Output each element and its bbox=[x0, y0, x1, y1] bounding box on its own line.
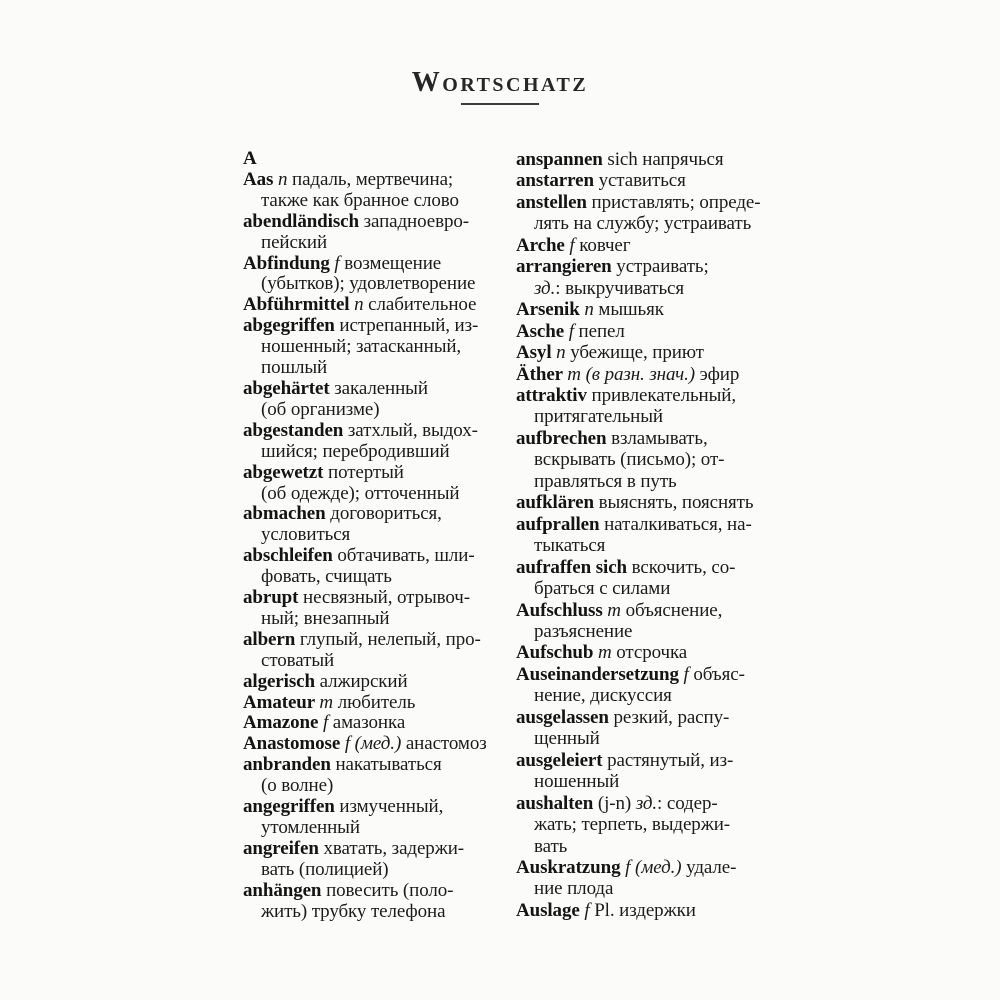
definition-text: растянутый, из- bbox=[607, 749, 734, 771]
definition-text: условиться bbox=[261, 524, 351, 546]
headword: Arche bbox=[516, 234, 570, 256]
definition-text: потертый bbox=[328, 461, 404, 483]
entry-line bbox=[243, 651, 487, 672]
headword: Abführmittel bbox=[243, 294, 355, 316]
definition-text: ношенный bbox=[534, 771, 620, 793]
entry-line bbox=[516, 170, 761, 191]
grammar-marker: f bbox=[568, 320, 579, 342]
entry-line bbox=[516, 707, 761, 728]
definition-text: повесить (поло- bbox=[326, 879, 454, 901]
entry-line bbox=[516, 428, 761, 449]
definition-text: привлекательный, bbox=[591, 384, 737, 406]
headword: Auslage bbox=[516, 899, 585, 921]
entry-line bbox=[516, 213, 761, 234]
definition-text: жать; терпеть, выдержи- bbox=[534, 814, 731, 836]
headword: algerisch bbox=[243, 670, 320, 692]
headword: anbranden bbox=[243, 754, 336, 776]
definition-text: эфир bbox=[694, 363, 740, 385]
entry-line bbox=[243, 797, 487, 818]
entry-line bbox=[243, 860, 487, 881]
definition-text: пошлый bbox=[261, 357, 328, 379]
entry-line bbox=[243, 567, 487, 588]
definition-text: тыкаться bbox=[534, 535, 606, 557]
headword: aushalten bbox=[516, 792, 598, 814]
entry-line bbox=[516, 342, 761, 363]
entry-line bbox=[243, 504, 487, 525]
grammar-marker: n bbox=[556, 342, 571, 364]
entry-line bbox=[243, 525, 487, 546]
entry-line bbox=[243, 442, 487, 463]
grammar-marker: m bbox=[607, 599, 626, 621]
entry-line bbox=[243, 149, 487, 170]
entry-line bbox=[516, 878, 761, 899]
entry-line bbox=[516, 814, 761, 835]
entry-line bbox=[243, 630, 487, 651]
entry-line bbox=[243, 839, 487, 860]
definition-text: закаленный bbox=[334, 377, 428, 399]
entry-line bbox=[243, 755, 487, 776]
definition-text: утомленный bbox=[261, 817, 360, 838]
entry-line bbox=[243, 233, 487, 254]
grammar-marker: m bbox=[567, 363, 586, 385]
definition-text: также как бранное слово bbox=[261, 189, 459, 211]
headword: abgewetzt bbox=[243, 461, 328, 483]
grammar-marker: m bbox=[319, 691, 338, 713]
definition-text: падаль, мертвечина; bbox=[292, 168, 454, 190]
grammar-marker: n bbox=[354, 294, 369, 316]
entry-line bbox=[516, 406, 761, 427]
definition-text: нение, дискуссия bbox=[534, 685, 672, 707]
headword: ausgelassen bbox=[516, 706, 614, 728]
entry-line bbox=[516, 192, 761, 213]
definition-text: вскрывать (письмо); от- bbox=[534, 449, 725, 471]
definition-text: несвязный, отрывоч- bbox=[303, 587, 470, 609]
definition-text: пепел bbox=[578, 320, 625, 342]
definition-text: ный; внезапный bbox=[261, 607, 390, 629]
entry-line bbox=[243, 358, 487, 379]
definition-text: разъяснение bbox=[534, 620, 633, 642]
definition-text: хватать, задержи- bbox=[323, 837, 465, 859]
headword: ausgeleiert bbox=[516, 749, 608, 771]
entry-line bbox=[243, 588, 487, 609]
definition-text: притягательный bbox=[534, 406, 663, 428]
entry-line bbox=[516, 471, 761, 492]
definition-text: (об организме) bbox=[261, 398, 380, 420]
definition-text: удале- bbox=[681, 856, 737, 878]
definition-text: : выкручиваться bbox=[555, 277, 685, 299]
entry-line bbox=[516, 449, 761, 470]
grammar-marker: (мед.) bbox=[354, 733, 402, 755]
entry-line bbox=[516, 900, 761, 921]
headword: albern bbox=[243, 628, 300, 650]
entry-line bbox=[243, 734, 487, 755]
definition-text: пейский bbox=[261, 231, 328, 253]
definition-text: (об одежде); отточенный bbox=[261, 482, 460, 504]
definition-text: взламывать, bbox=[611, 427, 708, 449]
definition-text: договориться, bbox=[330, 503, 442, 525]
entry-line bbox=[516, 557, 761, 578]
headword: Anastomose bbox=[243, 733, 345, 755]
grammar-marker: (в разн. знач.) bbox=[585, 363, 695, 385]
entry-line bbox=[243, 295, 487, 316]
definition-text: алжирский bbox=[319, 670, 408, 692]
entry-line bbox=[516, 149, 761, 170]
entry-line bbox=[516, 299, 761, 320]
definition-text: Pl. издержки bbox=[594, 899, 696, 921]
entry-line bbox=[516, 728, 761, 749]
entry-line bbox=[516, 664, 761, 685]
grammar-marker: n bbox=[277, 168, 293, 190]
entry-line bbox=[516, 600, 761, 621]
definition-text: объяс- bbox=[693, 663, 745, 685]
definition-text: шийся; перебродивший bbox=[261, 440, 450, 462]
grammar-marker: n bbox=[584, 299, 599, 321]
entry-line bbox=[516, 514, 761, 535]
entry-line bbox=[516, 750, 761, 771]
entry-line bbox=[243, 337, 487, 358]
page-title: Wortschatz bbox=[411, 67, 589, 98]
definition-text: истрепанный, из- bbox=[339, 315, 479, 337]
headword: abschleifen bbox=[243, 545, 338, 567]
headword: angreifen bbox=[243, 837, 324, 859]
entry-line bbox=[516, 364, 761, 385]
entry-line bbox=[243, 609, 487, 630]
headword: Asche bbox=[516, 320, 569, 342]
definition-text: (убытков); удовлетворение bbox=[261, 273, 476, 295]
definition-text: резкий, распу- bbox=[613, 706, 730, 728]
definition-text: слабительное bbox=[368, 294, 477, 316]
definition-text: ние плода bbox=[534, 878, 614, 900]
grammar-marker: зд. bbox=[635, 792, 658, 814]
definition-text: накатываться bbox=[335, 754, 442, 776]
grammar-marker: f bbox=[322, 712, 333, 734]
headword: Amateur bbox=[243, 691, 320, 713]
title-divider bbox=[461, 103, 539, 105]
grammar-marker: зд. bbox=[534, 277, 556, 299]
grammar-marker: f bbox=[344, 733, 355, 755]
headword: Asyl bbox=[516, 342, 557, 364]
entry-line bbox=[243, 902, 487, 923]
definition-text: (j-n) bbox=[597, 792, 636, 814]
grammar-marker: f bbox=[584, 899, 595, 921]
definition-text: лять на службу; устраивать bbox=[534, 213, 752, 235]
definition-text: устраивать; bbox=[616, 256, 709, 278]
headword: abgehärtet bbox=[243, 377, 335, 399]
entry-line bbox=[516, 278, 761, 299]
headword: aufraffen sich bbox=[516, 556, 632, 578]
grammar-marker: f bbox=[334, 252, 345, 274]
headword: anhängen bbox=[243, 879, 327, 901]
entry-line bbox=[516, 685, 761, 706]
entry-line bbox=[243, 274, 487, 295]
definition-text: ношенный; затасканный, bbox=[261, 336, 462, 358]
headword: abgestanden bbox=[243, 419, 348, 441]
headword: Aufschluss bbox=[516, 599, 608, 621]
definition-text: убежище, приют bbox=[570, 342, 704, 364]
headword: anspannen bbox=[516, 149, 608, 170]
entry-line bbox=[243, 672, 487, 693]
definition-text: любитель bbox=[337, 691, 416, 713]
definition-text: вскочить, со- bbox=[631, 556, 736, 578]
definition-text: приставлять; опреде- bbox=[591, 191, 761, 213]
entry-line bbox=[243, 212, 487, 233]
grammar-marker: f bbox=[569, 234, 580, 256]
entry-line bbox=[243, 713, 487, 734]
definition-text: затхлый, выдох- bbox=[347, 419, 478, 441]
grammar-marker: (мед.) bbox=[634, 856, 682, 878]
definition-text: уставиться bbox=[598, 170, 686, 192]
headword: aufprallen bbox=[516, 513, 605, 535]
definition-text: западноевро- bbox=[363, 210, 469, 232]
entry-line bbox=[516, 578, 761, 599]
entry-line bbox=[243, 400, 487, 421]
entry-line bbox=[243, 818, 487, 839]
definition-text: стоватый bbox=[261, 649, 335, 671]
entry-line bbox=[243, 254, 487, 275]
entry-line bbox=[243, 693, 487, 714]
right-column bbox=[516, 149, 761, 921]
entry-line bbox=[243, 546, 487, 567]
headword: anstellen bbox=[516, 191, 592, 213]
definition-text: жить) трубку телефона bbox=[261, 900, 446, 922]
entry-line bbox=[516, 321, 761, 342]
entry-line bbox=[516, 385, 761, 406]
definition-text: ковчег bbox=[579, 234, 631, 256]
definition-text: обтачивать, шли- bbox=[337, 545, 475, 567]
entry-line bbox=[243, 776, 487, 797]
definition-text: вать bbox=[534, 835, 568, 857]
entry-line bbox=[516, 771, 761, 792]
headword: aufbrechen bbox=[516, 427, 612, 449]
headword: A bbox=[243, 148, 257, 169]
entry-line bbox=[243, 463, 487, 484]
entry-line bbox=[516, 793, 761, 814]
definition-text: выяснять, пояснять bbox=[598, 492, 754, 514]
grammar-marker: f bbox=[683, 663, 694, 685]
headword: arrangieren bbox=[516, 256, 617, 278]
headword: Arsenik bbox=[516, 299, 585, 321]
definition-text: правляться в путь bbox=[534, 470, 677, 492]
headword: abgegriffen bbox=[243, 315, 340, 337]
headword: Abfindung bbox=[243, 252, 335, 274]
entry-line bbox=[243, 316, 487, 337]
left-column bbox=[243, 149, 487, 923]
entry-line bbox=[243, 379, 487, 400]
definition-text: браться с силами bbox=[534, 578, 671, 600]
definition-text: глупый, нелепый, про- bbox=[299, 628, 481, 650]
definition-text: фовать, счищать bbox=[261, 566, 392, 588]
definition-text: наталкиваться, на- bbox=[604, 513, 752, 535]
headword: abrupt bbox=[243, 587, 304, 609]
headword: angegriffen bbox=[243, 796, 340, 818]
definition-text: щенный bbox=[534, 728, 600, 750]
headword: Auseinandersetzung bbox=[516, 663, 684, 685]
headword: Äther bbox=[516, 363, 568, 385]
definition-text: : содер- bbox=[657, 792, 718, 814]
definition-text: амазонка bbox=[332, 712, 406, 734]
definition-text: вать (полицией) bbox=[261, 858, 389, 880]
definition-text: возмещение bbox=[344, 252, 442, 274]
headword: abendländisch bbox=[243, 210, 364, 232]
entry-line bbox=[243, 484, 487, 505]
entry-line bbox=[243, 881, 487, 902]
entry-line bbox=[516, 621, 761, 642]
headword: Aufschub bbox=[516, 642, 598, 664]
headword: anstarren bbox=[516, 170, 599, 192]
entry-line bbox=[516, 857, 761, 878]
headword: abmachen bbox=[243, 503, 331, 525]
entry-line bbox=[243, 170, 487, 191]
entry-line bbox=[516, 836, 761, 857]
definition-text: объяснение, bbox=[625, 599, 723, 621]
entry-line bbox=[516, 535, 761, 556]
grammar-marker: f bbox=[625, 856, 635, 878]
definition-text: измученный, bbox=[339, 796, 444, 818]
grammar-marker: m bbox=[598, 642, 617, 664]
entry-line bbox=[516, 235, 761, 256]
headword: aufklären bbox=[516, 492, 599, 514]
definition-text: sich напрячься bbox=[607, 149, 724, 170]
entry-line bbox=[243, 191, 487, 212]
headword: Auskratzung bbox=[516, 856, 626, 878]
headword: Aas bbox=[243, 168, 278, 190]
entry-line bbox=[516, 492, 761, 513]
headword: Amazone bbox=[243, 712, 323, 734]
definition-text: отсрочка bbox=[616, 642, 688, 664]
entry-line bbox=[516, 642, 761, 663]
definition-text: мышьяк bbox=[598, 299, 664, 321]
definition-text: анастомоз bbox=[401, 733, 487, 755]
definition-text: (о волне) bbox=[261, 775, 334, 797]
headword: attraktiv bbox=[516, 384, 592, 406]
entry-line bbox=[243, 421, 487, 442]
entry-line bbox=[516, 256, 761, 277]
